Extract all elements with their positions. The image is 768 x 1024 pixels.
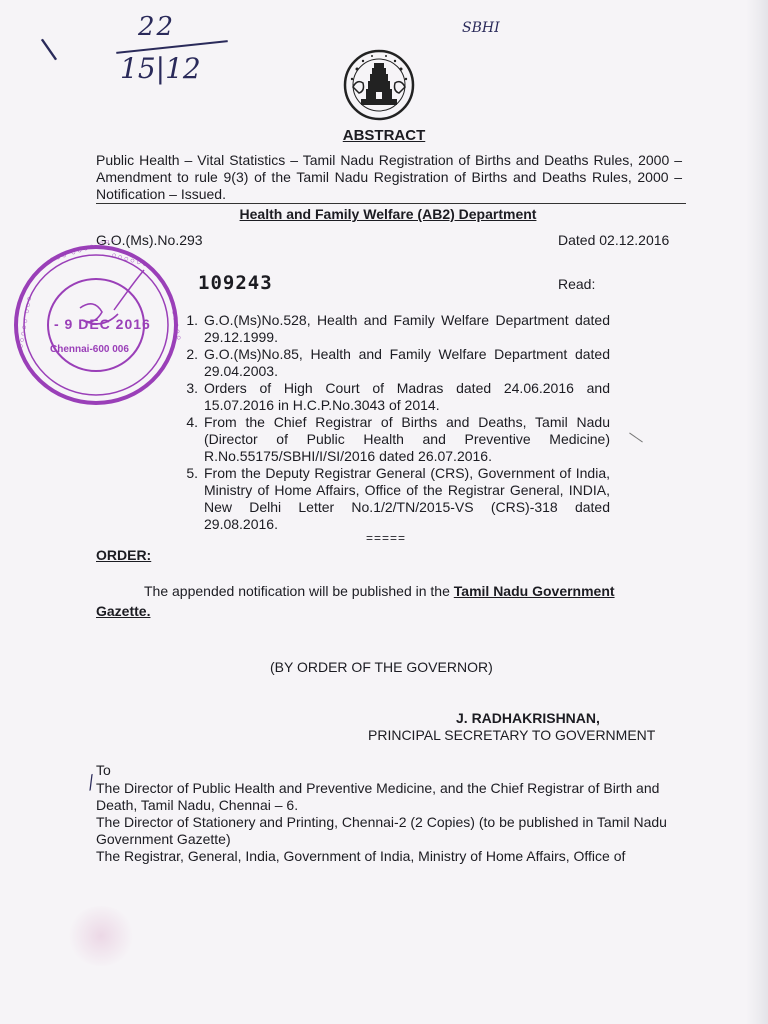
reference-number: 2. <box>186 346 198 362</box>
svg-text:◦◦◦◦◦: ◦◦◦◦◦ <box>167 308 184 343</box>
read-label: Read: <box>558 276 596 292</box>
recipient-item: The Director of Stationery and Printing, Chennai-2 (2 Copies) (to be published in Tamil Nadu Government Gazette) <box>96 814 667 847</box>
reference-number: 3. <box>186 380 198 396</box>
paper-blot <box>66 906 136 966</box>
reference-item <box>170 380 610 414</box>
recipient-item: The Registrar, General, India, Government of India, Ministry of Home Affairs, Office of <box>96 848 626 864</box>
inward-stamp-number: 109243 <box>198 272 273 294</box>
reference-text: G.O.(Ms)No.528, Health and Family Welfare Department dated 29.12.1999. <box>204 312 610 345</box>
recipient-item: The Director of Public Health and Preventive Medicine, and the Chief Registrar of Birth and Death, Tamil Nadu, Chennai – 6. <box>96 780 660 813</box>
go-date: Dated 02.12.2016 <box>558 232 670 248</box>
page-edge-shadow <box>746 0 768 1024</box>
subject-rule <box>96 203 686 204</box>
go-number: G.O.(Ms).No.293 <box>96 232 203 248</box>
stray-mark <box>629 433 643 443</box>
handwritten-mark-icon: / <box>84 771 98 794</box>
reference-number: 1. <box>186 312 198 328</box>
subject-text: Public Health – Vital Statistics – Tamil Nadu Registration of Births and Deaths Rules, 2000 – Amendment to rule 9(3) of the Tamil Nadu Registration of Births and Deaths Rules, 2000 – Notification – Issued. <box>96 152 682 202</box>
reference-item <box>170 312 610 346</box>
department-heading: Health and Family Welfare (AB2) Department <box>239 206 537 222</box>
reference-text: Orders of High Court of Madras dated 24.06.2016 and 15.07.2016 in H.C.P.No.3043 of 2014. <box>204 380 610 413</box>
svg-text:◦◦◦ ◦◦◦◦ ◦◦◦◦: ◦◦◦ ◦◦◦◦ ◦◦◦◦ <box>47 240 125 267</box>
reference-text: From the Chief Registrar of Births and Deaths, Tamil Nadu (Director of Public Health and Preventive Medicine) R.No.55175/SBHI/I/SI/2016 dated 26.07.2016. <box>204 414 610 464</box>
signatory-title: PRINCIPAL SECRETARY TO GOVERNMENT <box>368 727 656 743</box>
reference-number: 5. <box>186 465 198 481</box>
reference-number: 4. <box>186 414 198 430</box>
references-list <box>170 312 610 533</box>
reference-text: G.O.(Ms)No.85, Health and Family Welfare Department dated 29.04.2003. <box>204 346 610 379</box>
order-paragraph <box>96 581 656 621</box>
reference-text: From the Deputy Registrar General (CRS), Government of India, Ministry of Home Affairs, Office of the Registrar General, INDIA, New Delhi Letter No.1/2/TN/2015-VS (CRS)-318 dated 29.08.2016. <box>204 465 610 532</box>
handwritten-initials: SBHI <box>462 20 500 36</box>
recipients-list <box>96 780 680 865</box>
tamil-nadu-emblem <box>339 47 419 123</box>
order-heading: ORDER: <box>96 547 152 563</box>
office-seal <box>10 240 188 410</box>
to-label: To <box>96 762 111 778</box>
handwritten-number: 22 <box>138 12 176 42</box>
reference-item <box>170 414 610 465</box>
handwritten-tick: \ <box>36 31 62 68</box>
order-text: The appended notification will be published in the <box>144 583 450 599</box>
signatory-name: J. RADHAKRISHNAN, <box>456 710 600 726</box>
by-order-line: (BY ORDER OF THE GOVERNOR) <box>270 659 493 675</box>
abstract-title: ABSTRACT <box>342 127 426 144</box>
reference-item <box>170 465 610 533</box>
reference-item <box>170 346 610 380</box>
separator: ===== <box>366 531 407 545</box>
gazette-name: Tamil Nadu Government Gazette. <box>96 583 615 619</box>
seal-location: Chennai-600 006 <box>50 344 129 355</box>
seal-date: - 9 DEC 2016 <box>54 316 151 332</box>
handwritten-date: 15|12 <box>120 52 201 85</box>
svg-text:◦◦◦◦◦ ◦◦◦: ◦◦◦◦◦ ◦◦◦ <box>16 294 37 351</box>
svg-text:◦◦◦◦◦◦: ◦◦◦◦◦◦ <box>109 250 150 272</box>
